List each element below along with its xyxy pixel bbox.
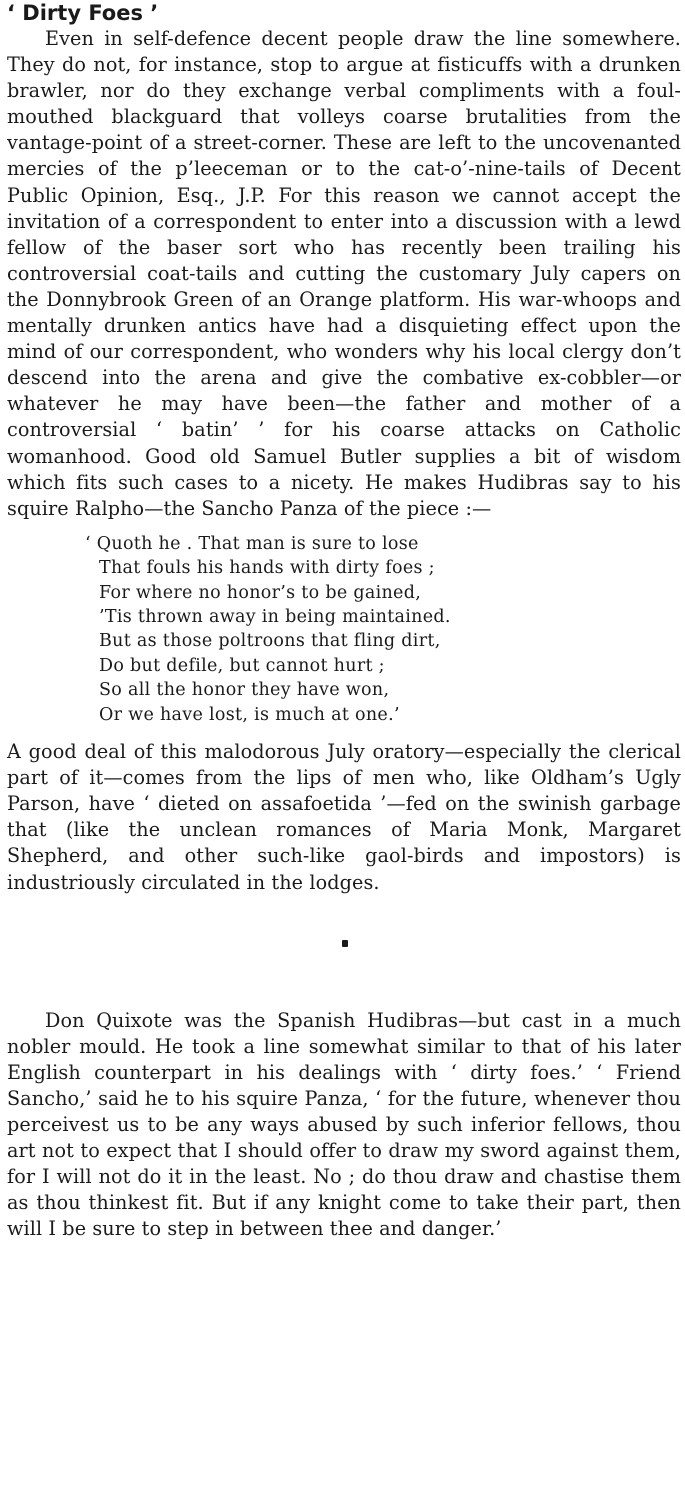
paragraph-intro: Even in self-defence decent people draw the line somewhere. They do not, for instance, stop to argue at fisticuffs with a drunken brawler, nor do they exchange verbal compliments with a foul-mouthed blackguard that volleys coarse brutalities from the vantage-point of a street-corner. These are left to the uncovenanted mercies of the p’leeceman or to the cat-o’-nine-tails of Decent Public Opinion, Esq., J.P. For this reason we cannot accept the invitation of a correspondent to enter into a discussion with a lewd fellow of the baser sort who has recently been trailing his controversial coat-tails and cutting the customary July capers on the Donnybrook Green of an Orange platform. His war-whoops and mentally drunken antics have had a disquieting effect upon the mind of our correspondent, who wonders why his local clergy don’t descend into the arena and give the combative ex-cobbler—or whatever he may have been—the father and mother of a controversial ‘ batin’ ’ for his coarse attacks on Catholic womanhood. Good old Samuel Butler supplies a bit of wisdom which fits such cases to a nicety. He makes Hudibras say to his squire Ralpho—the Sancho Panza of the piece :—	[7, 27, 681, 520]
article-page	[7, 0, 681, 1242]
article-title: ‘ Dirty Foes ’	[7, 1, 159, 25]
poem-line: ’Tis thrown away in being maintained.	[99, 607, 451, 627]
poem-line: So all the honor they have won,	[99, 680, 390, 701]
paragraph-quixote: Don Quixote was the Spanish Hudibras—but cast in a much nobler mould. He took a line somewhat similar to that of his later English counterpart in his dealings with ‘ dirty foes.’ ‘ Friend Sancho,’ said he to his squire Panza, ‘ for the future, whenever thou perceivest us to be any ways abused by such inferior fellows, thou art not to expect that I should offer to draw my sword against them, for I will not do it in the least. No ; do thou draw and chastise them as thou thinkest fit. But if any knight come to take their part, then will I be sure to step in between thee and danger.’	[7, 1008, 681, 1241]
poem-quote	[7, 532, 681, 727]
poem-line: That fouls his hands with dirty foes ;	[99, 558, 435, 579]
section-divider	[7, 896, 681, 1008]
poem-line: For where no honor’s to be gained,	[99, 582, 422, 603]
poem-line: Do but defile, but cannot hurt ;	[99, 655, 385, 676]
paragraph-oratory: A good deal of this malodorous July oratory—especially the clerical part of it—comes from the lips of men who, like Oldham’s Ugly Parson, have ‘ dieted on assafoetida ’—fed on the swinish garbage that (like the unclean romances of Maria Monk, Margaret Shepherd, and other such-like gaol-birds and impostors) is industriously circulated in the lodges.	[7, 740, 681, 894]
poem-line: ‘ Quoth he . That man is sure to lose	[85, 533, 419, 554]
poem-line: Or we have lost, is much at one.’	[99, 704, 400, 725]
divider-dot	[342, 940, 348, 947]
poem-line: But as those poltroons that fling dirt,	[99, 631, 441, 652]
